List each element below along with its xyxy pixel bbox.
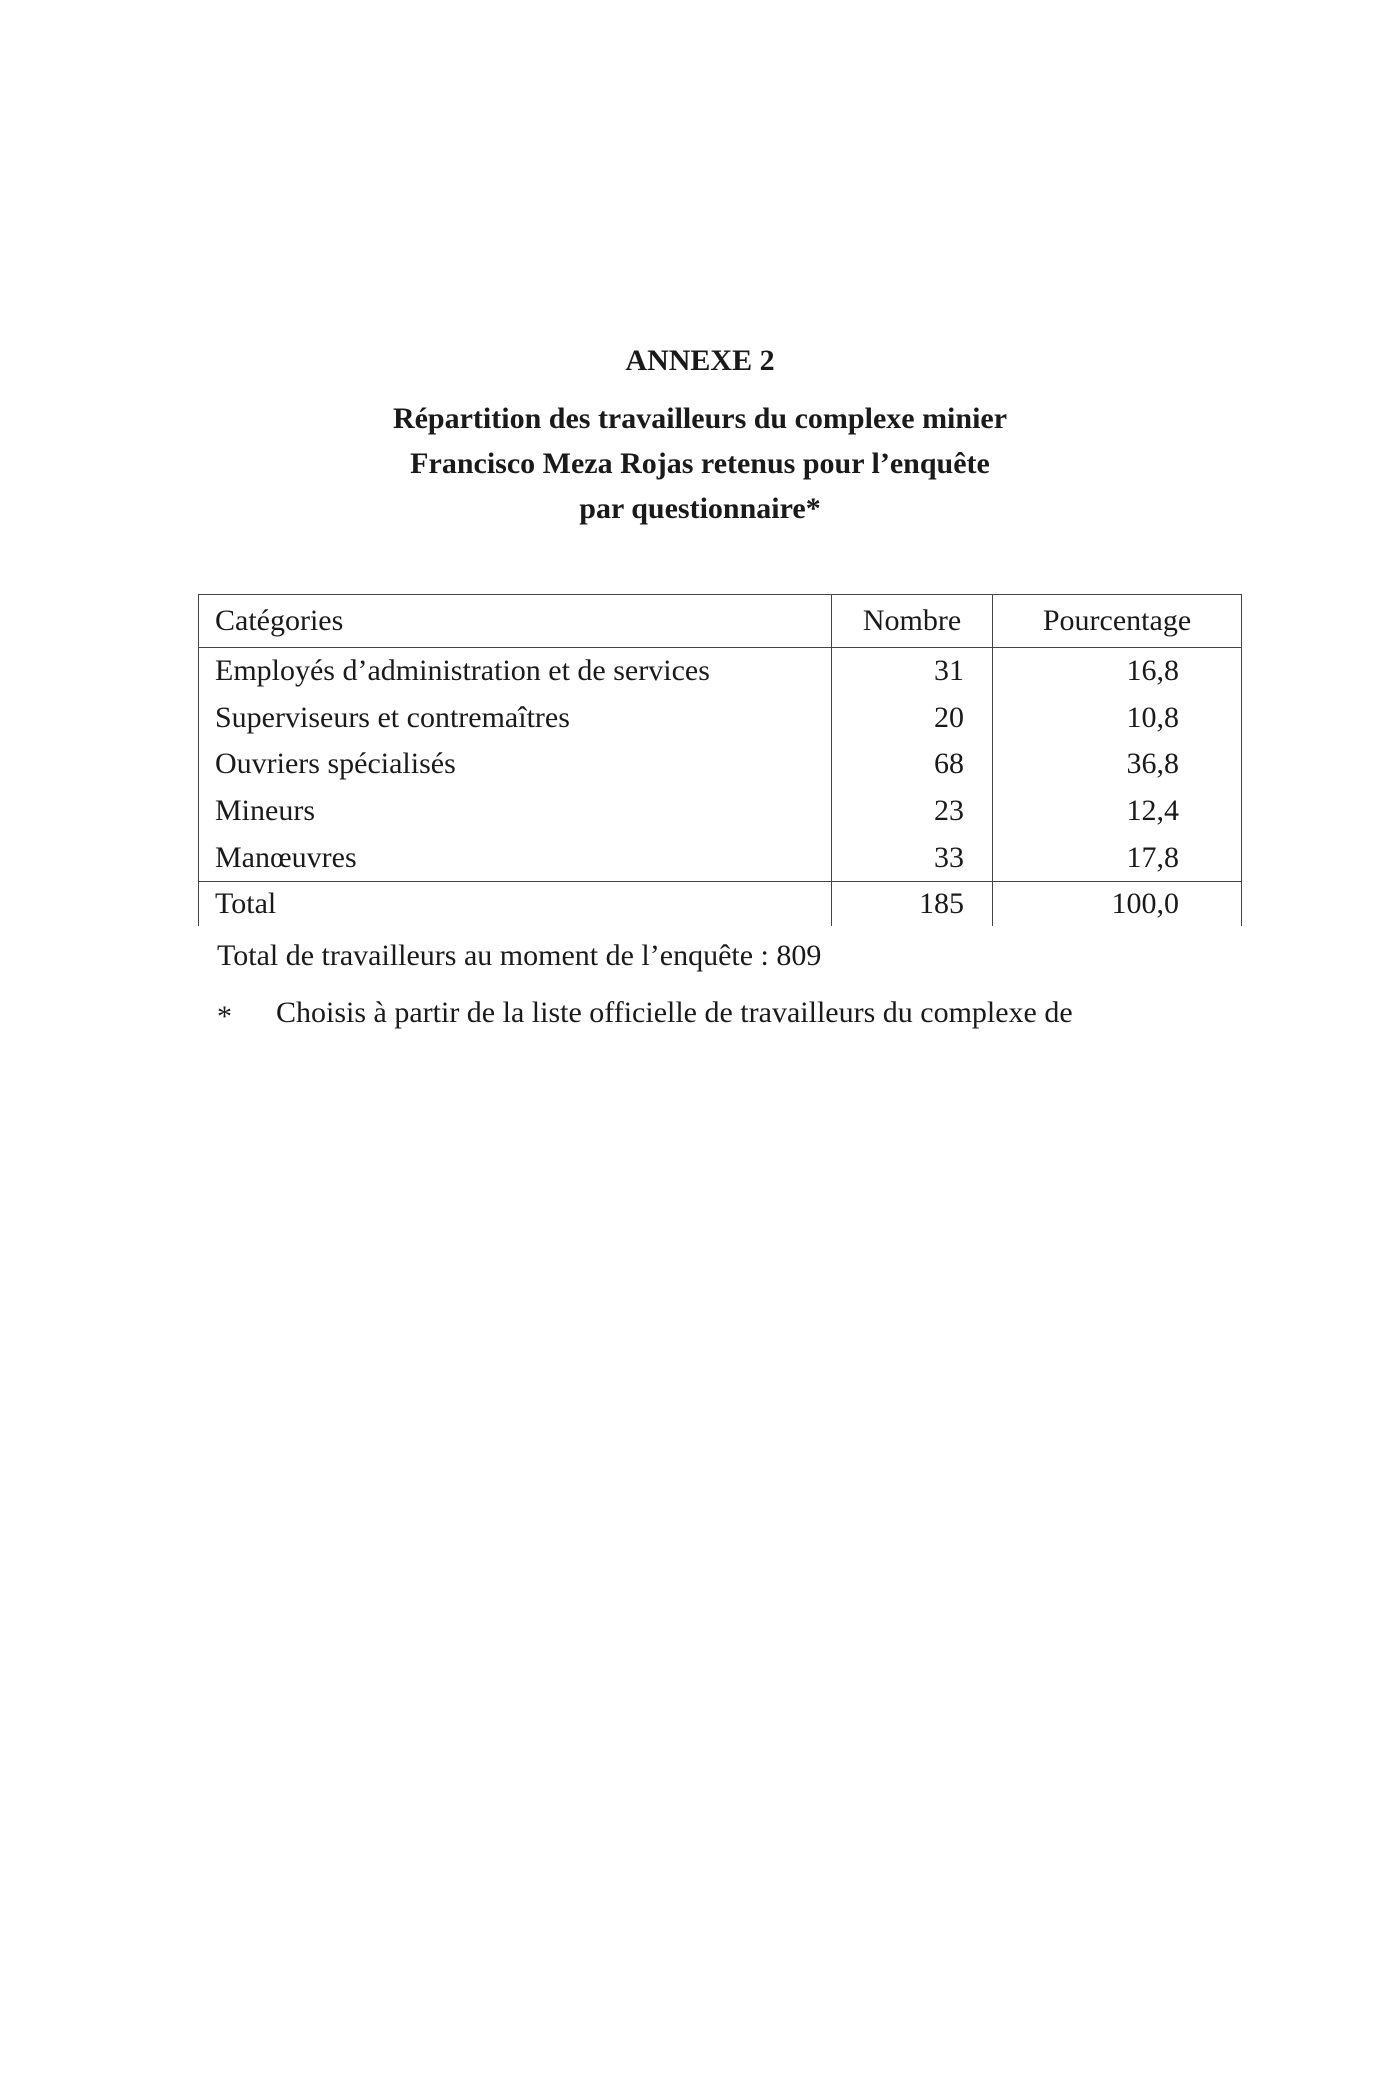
column-header-category: Catégories [199, 595, 832, 648]
distribution-table [198, 594, 1241, 928]
column-header-percent: Pourcentage [993, 595, 1242, 648]
table-header-row [199, 595, 1242, 648]
table-row [199, 741, 1242, 788]
category-cell: Superviseurs et contremaîtres [199, 695, 832, 742]
count-cell: 68 [832, 741, 993, 788]
percent-cell: 36,8 [993, 741, 1242, 788]
category-cell: Manœuvres [199, 834, 832, 881]
table-row [199, 648, 1242, 695]
table-title-line: par questionnaire* [579, 492, 821, 525]
annex-title: ANNEXE 2 [625, 344, 775, 377]
count-cell: 20 [832, 695, 993, 742]
table-row [199, 834, 1242, 881]
count-cell: 31 [832, 648, 993, 695]
percent-cell: 10,8 [993, 695, 1242, 742]
table-row [199, 788, 1242, 835]
category-cell: Ouvriers spécialisés [199, 741, 832, 788]
percent-cell: 17,8 [993, 834, 1242, 881]
footnote-marker: * [217, 1000, 232, 1033]
percent-cell: 12,4 [993, 788, 1242, 835]
total-label-cell: Total [199, 881, 832, 926]
count-cell: 33 [832, 834, 993, 881]
category-cell: Employés d’administration et de services [199, 648, 832, 695]
table-title [0, 396, 1400, 531]
table-title-line: Répartition des travailleurs du complexe minier [392, 402, 1008, 435]
category-cell: Mineurs [199, 788, 832, 835]
total-row [199, 881, 1242, 926]
column-header-count: Nombre [832, 595, 993, 648]
total-workers-note: Total de travailleurs au moment de l’enquête : 809 [217, 939, 822, 972]
footnote-text: Choisis à partir de la liste officielle de travailleurs du complexe de [276, 996, 1073, 1029]
table-row [199, 695, 1242, 742]
total-percent-cell: 100,0 [993, 881, 1242, 926]
count-cell: 23 [832, 788, 993, 835]
total-count-cell: 185 [832, 881, 993, 926]
percent-cell: 16,8 [993, 648, 1242, 695]
table-title-line: Francisco Meza Rojas retenus pour l’enquête [410, 447, 990, 480]
